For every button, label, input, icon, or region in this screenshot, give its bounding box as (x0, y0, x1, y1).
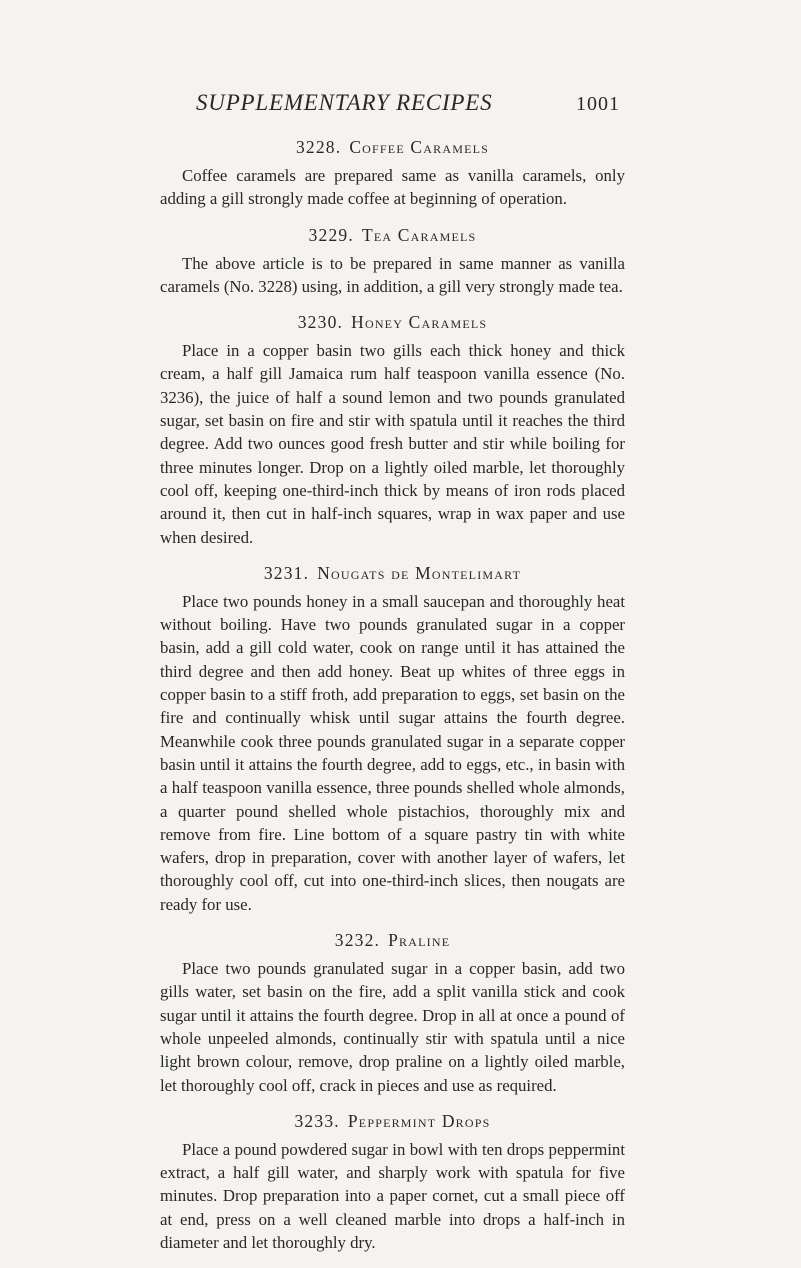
recipe-number: 3229. (308, 224, 354, 245)
recipe-3232 (160, 930, 625, 1097)
recipe-body: Place two pounds honey in a small saucepan and thoroughly heat without boiling. Have two pounds granulated sugar in a copper basin, add a gill cold water, cook on range until it has attained the third degree and then add honey. Beat up whites of three eggs in copper basin to a stiff froth, add preparation to eggs, set basin on the fire and continually whisk until sugar attains the fourth degree. Meanwhile cook three pounds granulated sugar in a separate copper basin until it attains the fourth degree, add to eggs, etc., in basin with a half teaspoon vanilla essence, three pounds shelled whole almonds, a quarter pound shelled whole pistachios, thoroughly mix and remove from fire. Line bottom of a square pastry tin with white wafers, drop in preparation, cover with another layer of wafers, let thoroughly cool off, cut into one-third-inch slices, then nougats are ready for use. (160, 591, 625, 914)
recipe-body: Coffee caramels are prepared same as vanilla caramels, only adding a gill strongly made coffee at beginning of operation. (160, 166, 625, 209)
recipe-name: Coffee Caramels (349, 137, 490, 157)
page-content (160, 137, 625, 1268)
recipe-3231 (160, 563, 625, 916)
recipe-number: 3228. (295, 137, 342, 157)
recipe-title (160, 930, 625, 951)
recipe-3233 (160, 1111, 625, 1254)
recipe-title (160, 1111, 625, 1132)
recipe-title (160, 225, 625, 246)
recipe-number: 3233. (294, 1110, 340, 1131)
recipe-body: The above article is to be prepared in same manner as vanilla caramels (No. 3228) using, in addition, a gill very strongly made tea. (160, 253, 625, 296)
recipe-number: 3231. (263, 562, 310, 583)
running-head: SUPPLEMENTARY RECIPES (196, 90, 493, 115)
page-number: 1001 (576, 93, 620, 115)
recipe-title (160, 137, 625, 158)
recipe-name: Honey Caramels (351, 312, 488, 333)
recipe-body: Place in a copper basin two gills each thick honey and thick cream, a half gill Jamaica rum half teaspoon vanilla essence (No. 3236), the juice of half a sound lemon and two pounds granulated sugar, set basin on fire and stir with spatula until it reaches the third degree. Add two ounces good fresh butter and stir while boiling for three minutes longer. Drop on a lightly oiled marble, let thoroughly cool off, keeping one-third-inch thick by means of iron rods placed around it, then cut in half-inch squares, wrap in wax paper and use when desired. (160, 341, 625, 547)
recipe-name: Nougats de Montelimart (317, 562, 522, 583)
recipe-name: Praline (388, 930, 451, 951)
recipe-3230 (160, 312, 625, 549)
recipe-number: 3230. (297, 312, 344, 333)
recipe-name: Peppermint Drops (347, 1110, 491, 1131)
recipe-body: Place two pounds granulated sugar in a copper basin, add two gills water, set basin on the fire, add a split vanilla stick and cook sugar until it attains the fourth degree. Drop in all at once a pound of whole unpeeled almonds, continually stir with spatula until a nice light brown colour, remove, drop praline on a lightly oiled marble, let thoroughly cool off, crack in pieces and use as required. (160, 959, 625, 1095)
recipe-number: 3232. (334, 930, 381, 951)
recipe-body: Place a pound powdered sugar in bowl with ten drops peppermint extract, a half gill water, and sharply work with spatula for five minutes. Drop preparation into a paper cornet, cut a small piece off at end, press on a well cleaned marble into drops a half-inch in diameter and let thoroughly dry. (160, 1139, 625, 1252)
recipe-title (160, 312, 625, 333)
recipe-title (160, 563, 625, 584)
recipe-3229 (160, 225, 625, 299)
recipe-3228 (160, 137, 625, 211)
recipe-name: Tea Caramels (361, 224, 477, 245)
